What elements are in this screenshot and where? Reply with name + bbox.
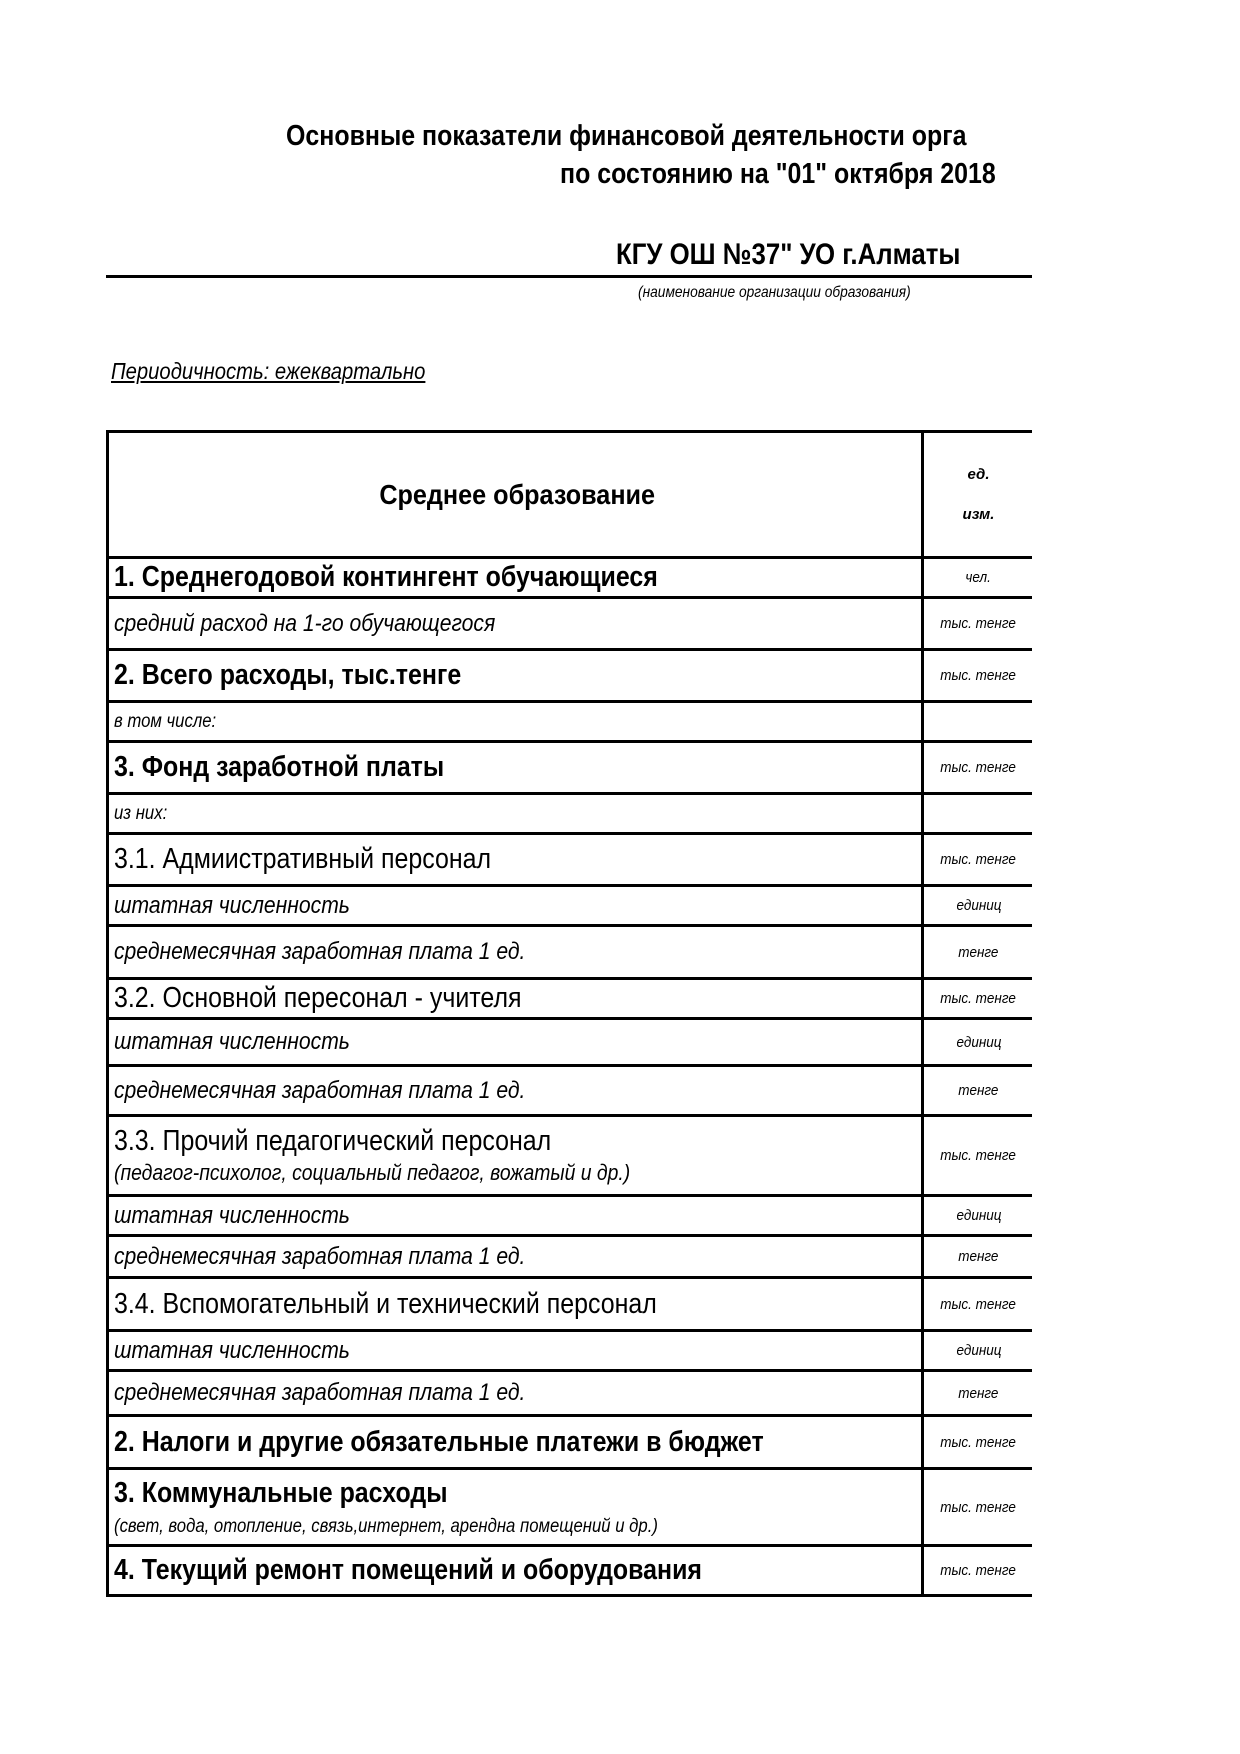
row-unit: тенге [958, 943, 999, 961]
row-label: из них: [114, 802, 168, 824]
row-label-cell [108, 926, 923, 979]
row-label-cell [108, 1469, 923, 1546]
row-unit: тыс. тенге [940, 667, 1017, 684]
row-label-cell [108, 1236, 923, 1278]
row-label-cell [108, 1196, 923, 1236]
row-label: 2. Всего расходы, тыс.тенге [114, 659, 462, 691]
row-label: в том числе: [114, 710, 217, 732]
table-row [108, 702, 1033, 742]
row-unit: тыс. тенге [940, 615, 1017, 632]
header-section: Среднее образование [108, 432, 923, 558]
table-header-row [108, 432, 1033, 558]
table-row [108, 979, 1033, 1019]
row-sublabel: (свет, вода, отопление, связь,интернет, арендна помещений и др.) [114, 1515, 658, 1537]
row-label-cell [108, 1116, 923, 1196]
row-unit: тыс. тенге [940, 851, 1017, 868]
row-label: 4. Текущий ремонт помещений и оборудования [114, 1554, 702, 1586]
row-unit-cell [923, 1331, 1033, 1371]
row-unit: тыс. тенге [940, 990, 1017, 1007]
row-label-cell [108, 1416, 923, 1469]
row-unit: тенге [958, 1248, 999, 1265]
row-unit-cell [923, 1371, 1033, 1416]
header-unit-line2: изм. [962, 505, 995, 523]
row-label: штатная численность [114, 1201, 350, 1229]
row-unit: единиц [955, 1033, 1001, 1051]
table-row [108, 886, 1033, 926]
row-label: штатная численность [114, 891, 350, 919]
row-label: среднемесячная заработная плата 1 ед. [114, 1379, 526, 1406]
table-row [108, 1416, 1033, 1469]
row-label-cell [108, 702, 923, 742]
row-unit-cell [923, 1469, 1033, 1546]
row-unit-cell [923, 926, 1033, 979]
row-unit-cell [923, 1116, 1033, 1196]
row-unit: единиц [955, 897, 1001, 914]
row-label: 3.3. Прочий педагогический персонал [114, 1125, 552, 1157]
table-row [108, 1019, 1033, 1066]
organization-caption: (наименование организации образования) [638, 284, 911, 301]
row-unit: тыс. тенге [940, 1295, 1017, 1313]
row-unit-cell [923, 1546, 1033, 1596]
row-sublabel: (педагог-психолог, социальный педагог, вожатый и др.) [114, 1160, 631, 1185]
row-label: 1. Среднегодовой контингент обучающиеся [114, 561, 658, 593]
header-unit [923, 432, 1033, 558]
row-label: 3.1. Адмиистративный персонал [114, 843, 492, 875]
row-unit-cell [923, 1196, 1033, 1236]
row-label-cell [108, 794, 923, 834]
row-label: 3.4. Вспомогательный и технический персонал [114, 1287, 657, 1320]
row-label-cell [108, 886, 923, 926]
row-label-cell [108, 1371, 923, 1416]
row-unit: тенге [958, 1082, 999, 1099]
table-row [108, 598, 1033, 650]
table-row [108, 1066, 1033, 1116]
row-unit: тенге [958, 1384, 999, 1402]
row-unit: тыс. тенге [940, 1433, 1017, 1451]
row-label: средний расход на 1-го обучающегося [114, 609, 496, 637]
row-unit: тыс. тенге [940, 1498, 1017, 1516]
row-unit-cell [923, 742, 1033, 794]
row-label: среднемесячная заработная плата 1 ед. [114, 1076, 526, 1104]
table-row [108, 650, 1033, 702]
row-label-cell [108, 1331, 923, 1371]
document-title-line1: Основные показатели финансовой деятельности орга [286, 120, 967, 152]
row-label-cell [108, 1019, 923, 1066]
row-label: 2. Налоги и другие обязательные платежи в бюджет [114, 1425, 764, 1458]
row-unit: тыс. тенге [940, 759, 1017, 776]
row-unit-cell [923, 794, 1033, 834]
organization-underline [106, 275, 1032, 278]
row-unit: единиц [955, 1342, 1001, 1359]
row-label-cell [108, 1546, 923, 1596]
row-unit: чел. [965, 569, 992, 586]
row-label: 3. Коммунальные расходы [114, 1476, 448, 1509]
row-unit-cell [923, 598, 1033, 650]
row-unit-cell [923, 702, 1033, 742]
row-label: среднемесячная заработная плата 1 ед. [114, 1242, 526, 1270]
row-unit-cell [923, 558, 1033, 598]
row-unit: тыс. тенге [940, 1147, 1017, 1164]
table-row [108, 1546, 1033, 1596]
table-row [108, 1116, 1033, 1196]
row-label: штатная численность [114, 1336, 350, 1364]
row-label-cell [108, 979, 923, 1019]
row-label-cell [108, 558, 923, 598]
row-unit-cell [923, 834, 1033, 886]
table-row [108, 558, 1033, 598]
row-unit: тыс. тенге [940, 1562, 1017, 1579]
row-label-cell [108, 834, 923, 886]
row-label-cell [108, 1278, 923, 1331]
row-unit: единиц [955, 1207, 1001, 1224]
indicators-table [106, 430, 1032, 1597]
table-row [108, 926, 1033, 979]
table-row [108, 742, 1033, 794]
table-row [108, 1469, 1033, 1546]
row-label-cell [108, 650, 923, 702]
row-unit-cell [923, 1278, 1033, 1331]
row-label: 3. Фонд заработной платы [114, 751, 445, 783]
table-row [108, 834, 1033, 886]
document-title-line2: по состоянию на "01" октября 2018 [560, 158, 996, 190]
row-unit-cell [923, 1066, 1033, 1116]
table-row [108, 1236, 1033, 1278]
row-unit-cell [923, 886, 1033, 926]
row-unit-cell [923, 1236, 1033, 1278]
header-unit-line1: ед. [967, 465, 990, 483]
table-row [108, 794, 1033, 834]
row-unit-cell [923, 1416, 1033, 1469]
row-unit-cell [923, 1019, 1033, 1066]
row-label: среднемесячная заработная плата 1 ед. [114, 938, 526, 965]
row-label-cell [108, 598, 923, 650]
table-row [108, 1331, 1033, 1371]
row-unit-cell [923, 979, 1033, 1019]
table-row [108, 1278, 1033, 1331]
row-unit-cell [923, 650, 1033, 702]
row-label: штатная численность [114, 1028, 350, 1055]
row-label-cell [108, 742, 923, 794]
table-row [108, 1196, 1033, 1236]
organization-name: КГУ ОШ №37" УО г.Алматы [616, 238, 961, 271]
row-label: 3.2. Основной пересонал - учителя [114, 982, 522, 1014]
row-label-cell [108, 1066, 923, 1116]
table-row [108, 1371, 1033, 1416]
periodicity: Периодичность: ежеквартально [111, 358, 426, 384]
